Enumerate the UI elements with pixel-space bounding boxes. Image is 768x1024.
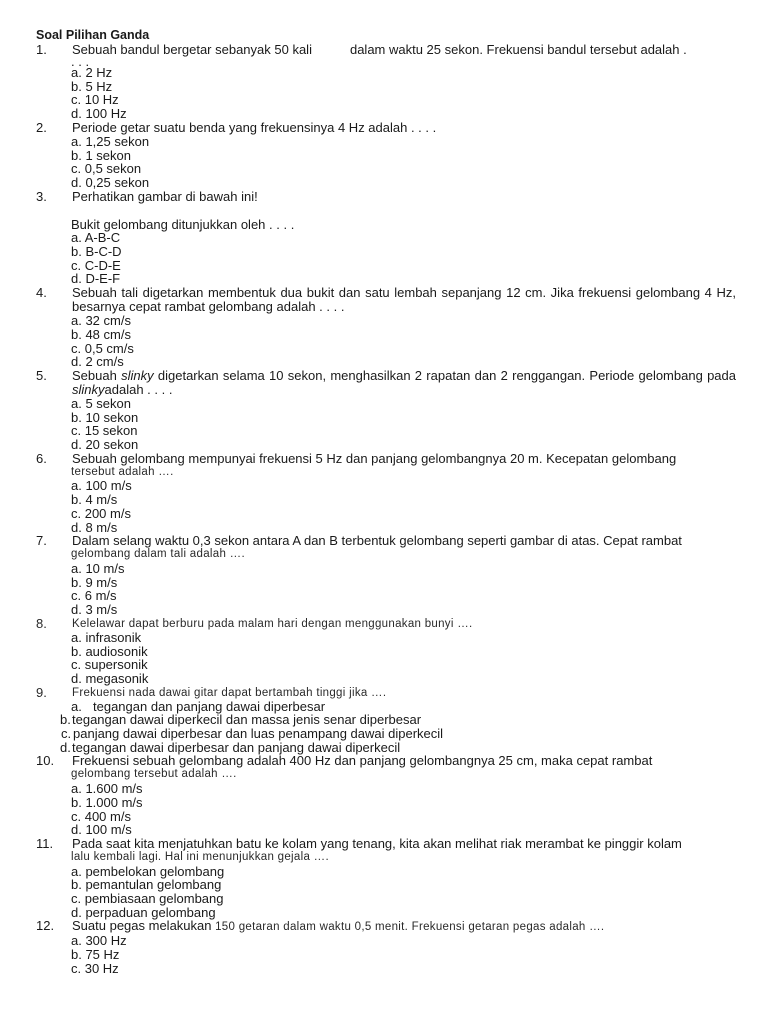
question-4 [36,286,736,369]
option: c. 15 sekon [71,423,138,439]
option: b. pemantulan gelombang [71,877,222,893]
option: d.tegangan dawai diperbesar dan panjang dawai diperkecil [60,739,401,755]
option: c. 400 m/s [71,808,131,824]
question-8-text: 8. Kelelawar dapat berburu pada malam hari dengan menggunakan bunyi …. [36,615,473,631]
question-number: 3. [36,188,47,204]
question-9 [36,686,736,755]
question-11 [36,837,736,920]
question-number: 8. [36,615,47,631]
question-12-text: 12. Suatu pegas melakukan 150 getaran dalam waktu 0,5 menit. Frekuensi getaran pegas adalah …. [36,918,605,934]
question-1-continuation: . . . [71,54,90,69]
question-10-text: 10. Frekuensi sebuah gelombang adalah 400 Hz dan panjang gelombangnya 25 cm, maka cepat rambat [36,753,653,769]
question-5-text: 5. Sebuah slinky digetarkan selama 10 sekon, menghasilkan 2 rapatan dan 2 renggangan. Periode gelombang pada slinkyadalah . . . . [36,367,736,397]
option: a. 5 sekon [71,395,131,411]
option: a. 32 cm/s [71,313,131,329]
option: d. 100 Hz [71,106,127,122]
option: a. 10 m/s [71,560,125,576]
option: a. 1,25 sekon [71,133,150,149]
question-number: 4. [36,285,47,301]
missing-figure-space [36,204,736,218]
question-5 [36,369,736,452]
question-10-text-cont: gelombang tersebut adalah …. [71,768,237,781]
option: d. 0,25 sekon [71,174,150,190]
question-7-text: 7. Dalam selang waktu 0,3 sekon antara A dan B terbentuk gelombang seperti gambar di atas. Cepat rambat [36,533,682,549]
option: c. pembiasaan gelombang [71,891,224,907]
option: d. 3 m/s [71,602,118,618]
option: b. 10 sekon [71,409,139,425]
option: d. perpaduan gelombang [71,904,216,920]
question-number: 12. [36,918,55,934]
option: a. 2 Hz [71,65,113,80]
question-number: 6. [36,450,47,466]
question-3-text: 3. Perhatikan gambar di bawah ini! [36,188,258,204]
question-number: 9. [36,684,47,700]
option: c. supersonik [71,657,148,673]
question-10 [36,754,736,837]
option: c. 30 Hz [71,960,119,976]
question-3-subtext: Bukit gelombang ditunjukkan oleh . . . . [71,216,295,232]
option: d. 20 sekon [71,437,139,453]
option: b. 9 m/s [71,574,118,590]
option: b. 5 Hz [71,78,113,94]
question-number: 1. [36,42,47,57]
question-8 [36,617,736,686]
option: d. megasonik [71,670,149,686]
question-7-text-cont: gelombang dalam tali adalah …. [71,548,245,561]
question-9-text: 9. Frekuensi nada dawai gitar dapat bertambah tinggi jika …. [36,684,387,700]
question-4-text: 4. Sebuah tali digetarkan membentuk dua bukit dan satu lembah sepanjang 12 cm. Jika frekuensi gelombang 4 Hz, besarnya cepat rambat gelombang adalah . . . . [36,285,736,315]
question-11-text-cont: lalu kembali lagi. Hal ini menunjukkan gejala …. [71,850,329,863]
option: c. 200 m/s [71,505,131,521]
option: d. D-E-F [71,271,121,287]
document [36,29,736,976]
option: a. tegangan dan panjang dawai diperbesar [71,698,326,714]
option: b. 48 cm/s [71,326,131,342]
option: c. panjang dawai diperbesar dan luas penampang dawai diperkecil [61,726,444,742]
question-number: 11. [36,835,54,851]
question-6-text: 6. Sebuah gelombang mempunyai frekuensi 5 Hz dan panjang gelombangnya 20 m. Kecepatan gelombang [36,450,677,466]
question-3 [36,190,736,287]
option: b.tegangan dawai diperkecil dan massa jenis senar diperbesar [60,712,422,728]
option: d. 8 m/s [71,519,118,535]
option: a. infrasonik [71,629,142,645]
question-number: 2. [36,119,47,135]
question-number: 7. [36,533,47,549]
question-number: 5. [36,367,47,383]
option: d. 100 m/s [71,822,132,838]
question-6-text-cont: tersebut adalah …. [71,465,174,478]
question-2 [36,121,736,190]
option: b. 1 sekon [71,147,131,163]
option: a. 300 Hz [71,933,127,949]
option: c. 0,5 sekon [71,161,142,177]
question-11-text: 11. Pada saat kita menjatuhkan batu ke kolam yang tenang, kita akan melihat riak merambat ke pinggir kolam [36,835,682,851]
option: a. 1.600 m/s [71,781,143,797]
document-title: Soal Pilihan Ganda [36,28,150,42]
option: c. 0,5 cm/s [71,340,134,356]
option: b. audiosonik [71,643,148,659]
question-1-text: 1. Sebuah bandul bergetar sebanyak 50 kali dalam waktu 25 sekon. Frekuensi bandul tersebut adalah . [36,42,687,57]
option: b. 75 Hz [71,947,120,963]
option: c. C-D-E [71,257,121,273]
option: d. 2 cm/s [71,354,124,370]
option: c. 6 m/s [71,588,117,604]
option: c. 10 Hz [71,92,119,108]
question-12 [36,919,736,975]
option: b. B-C-D [71,244,122,260]
question-7 [36,534,736,617]
question-number: 10. [36,753,55,769]
option: a. 100 m/s [71,478,132,494]
option: b. 4 m/s [71,492,118,508]
question-6 [36,452,736,535]
question-2-text: 2. Periode getar suatu benda yang frekuensinya 4 Hz adalah . . . . [36,119,437,135]
option: a. A-B-C [71,230,121,246]
question-1 [36,43,736,121]
option: a. pembelokan gelombang [71,863,225,879]
option: b. 1.000 m/s [71,794,143,810]
